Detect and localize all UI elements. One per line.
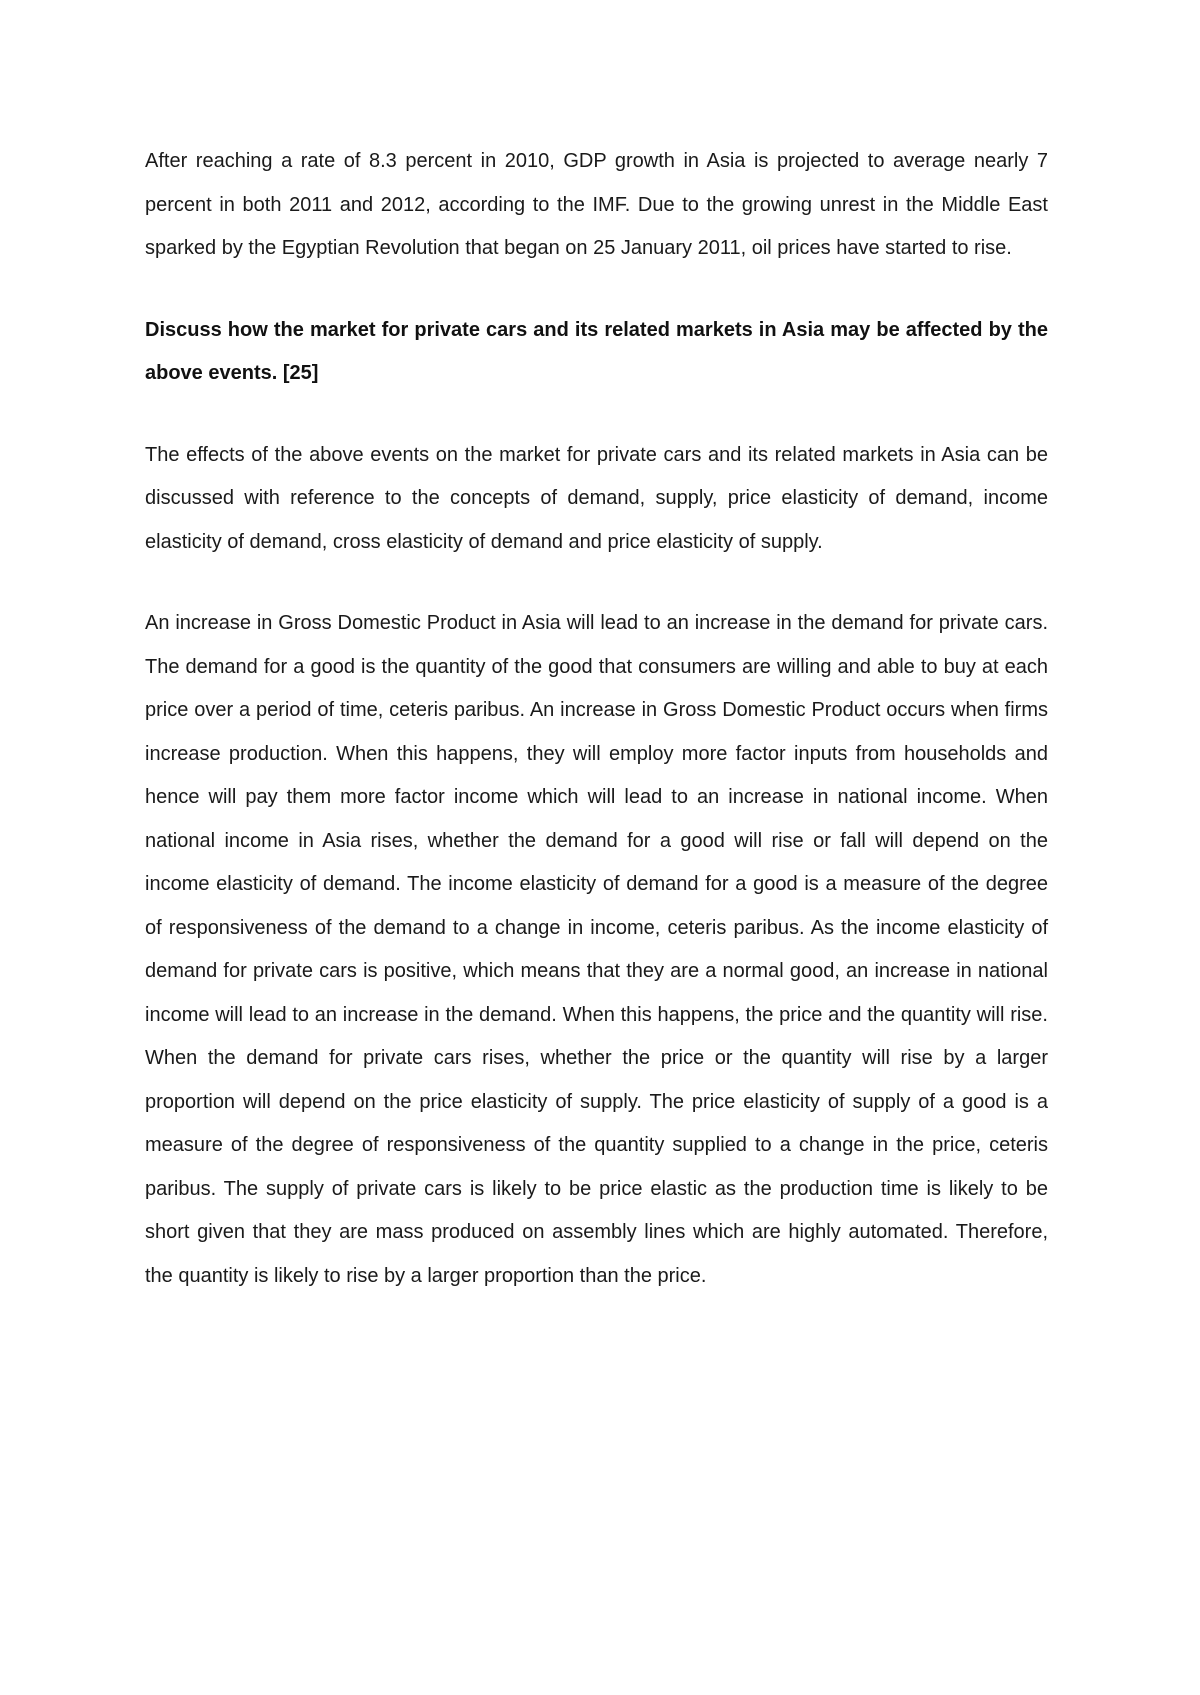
- answer-body-paragraph: An increase in Gross Domestic Product in Asia will lead to an increase in the demand for private cars. The demand for a good is the quantity of the good that consumers are willing and able to buy at each price over a period of time, ceteris paribus. An increase in Gross Domestic Product occurs when firms increase production. When this happens, they will employ more factor inputs from households and hence will pay them more factor income which will lead to an increase in national income. When national income in Asia rises, whether the demand for a good will rise or fall will depend on the income elasticity of demand. The income elasticity of demand for a good is a measure of the degree of responsiveness of the demand to a change in income, ceteris paribus. As the income elasticity of demand for private cars is positive, which means that they are a normal good, an increase in national income will lead to an increase in the demand. When this happens, the price and the quantity will rise. When the demand for private cars rises, whether the price or the quantity will rise by a larger proportion will depend on the price elasticity of supply. The price elasticity of supply of a good is a measure of the degree of responsiveness of the quantity supplied to a change in the price, ceteris paribus. The supply of private cars is likely to be price elastic as the production time is likely to be short given that they are mass produced on assembly lines which are highly automated. Therefore, the quantity is likely to rise by a larger proportion than the price.: [145, 612, 1048, 1287]
- intro-paragraph: After reaching a rate of 8.3 percent in 2010, GDP growth in Asia is projected to average nearly 7 percent in both 2011 and 2012, according to the IMF. Due to the growing unrest in the Middle East sparked by the Egyptian Revolution that began on 25 January 2011, oil prices have started to rise.: [145, 150, 1048, 259]
- answer-intro-paragraph: The effects of the above events on the market for private cars and its related markets in Asia can be discussed with reference to the concepts of demand, supply, price elasticity of demand, income elasticity of demand, cross elasticity of demand and price elasticity of supply.: [145, 443, 1048, 553]
- essay-question: Discuss how the market for private cars and its related markets in Asia may be affected by the above events. [25]: [145, 318, 1048, 384]
- document-body: [145, 140, 1048, 1336]
